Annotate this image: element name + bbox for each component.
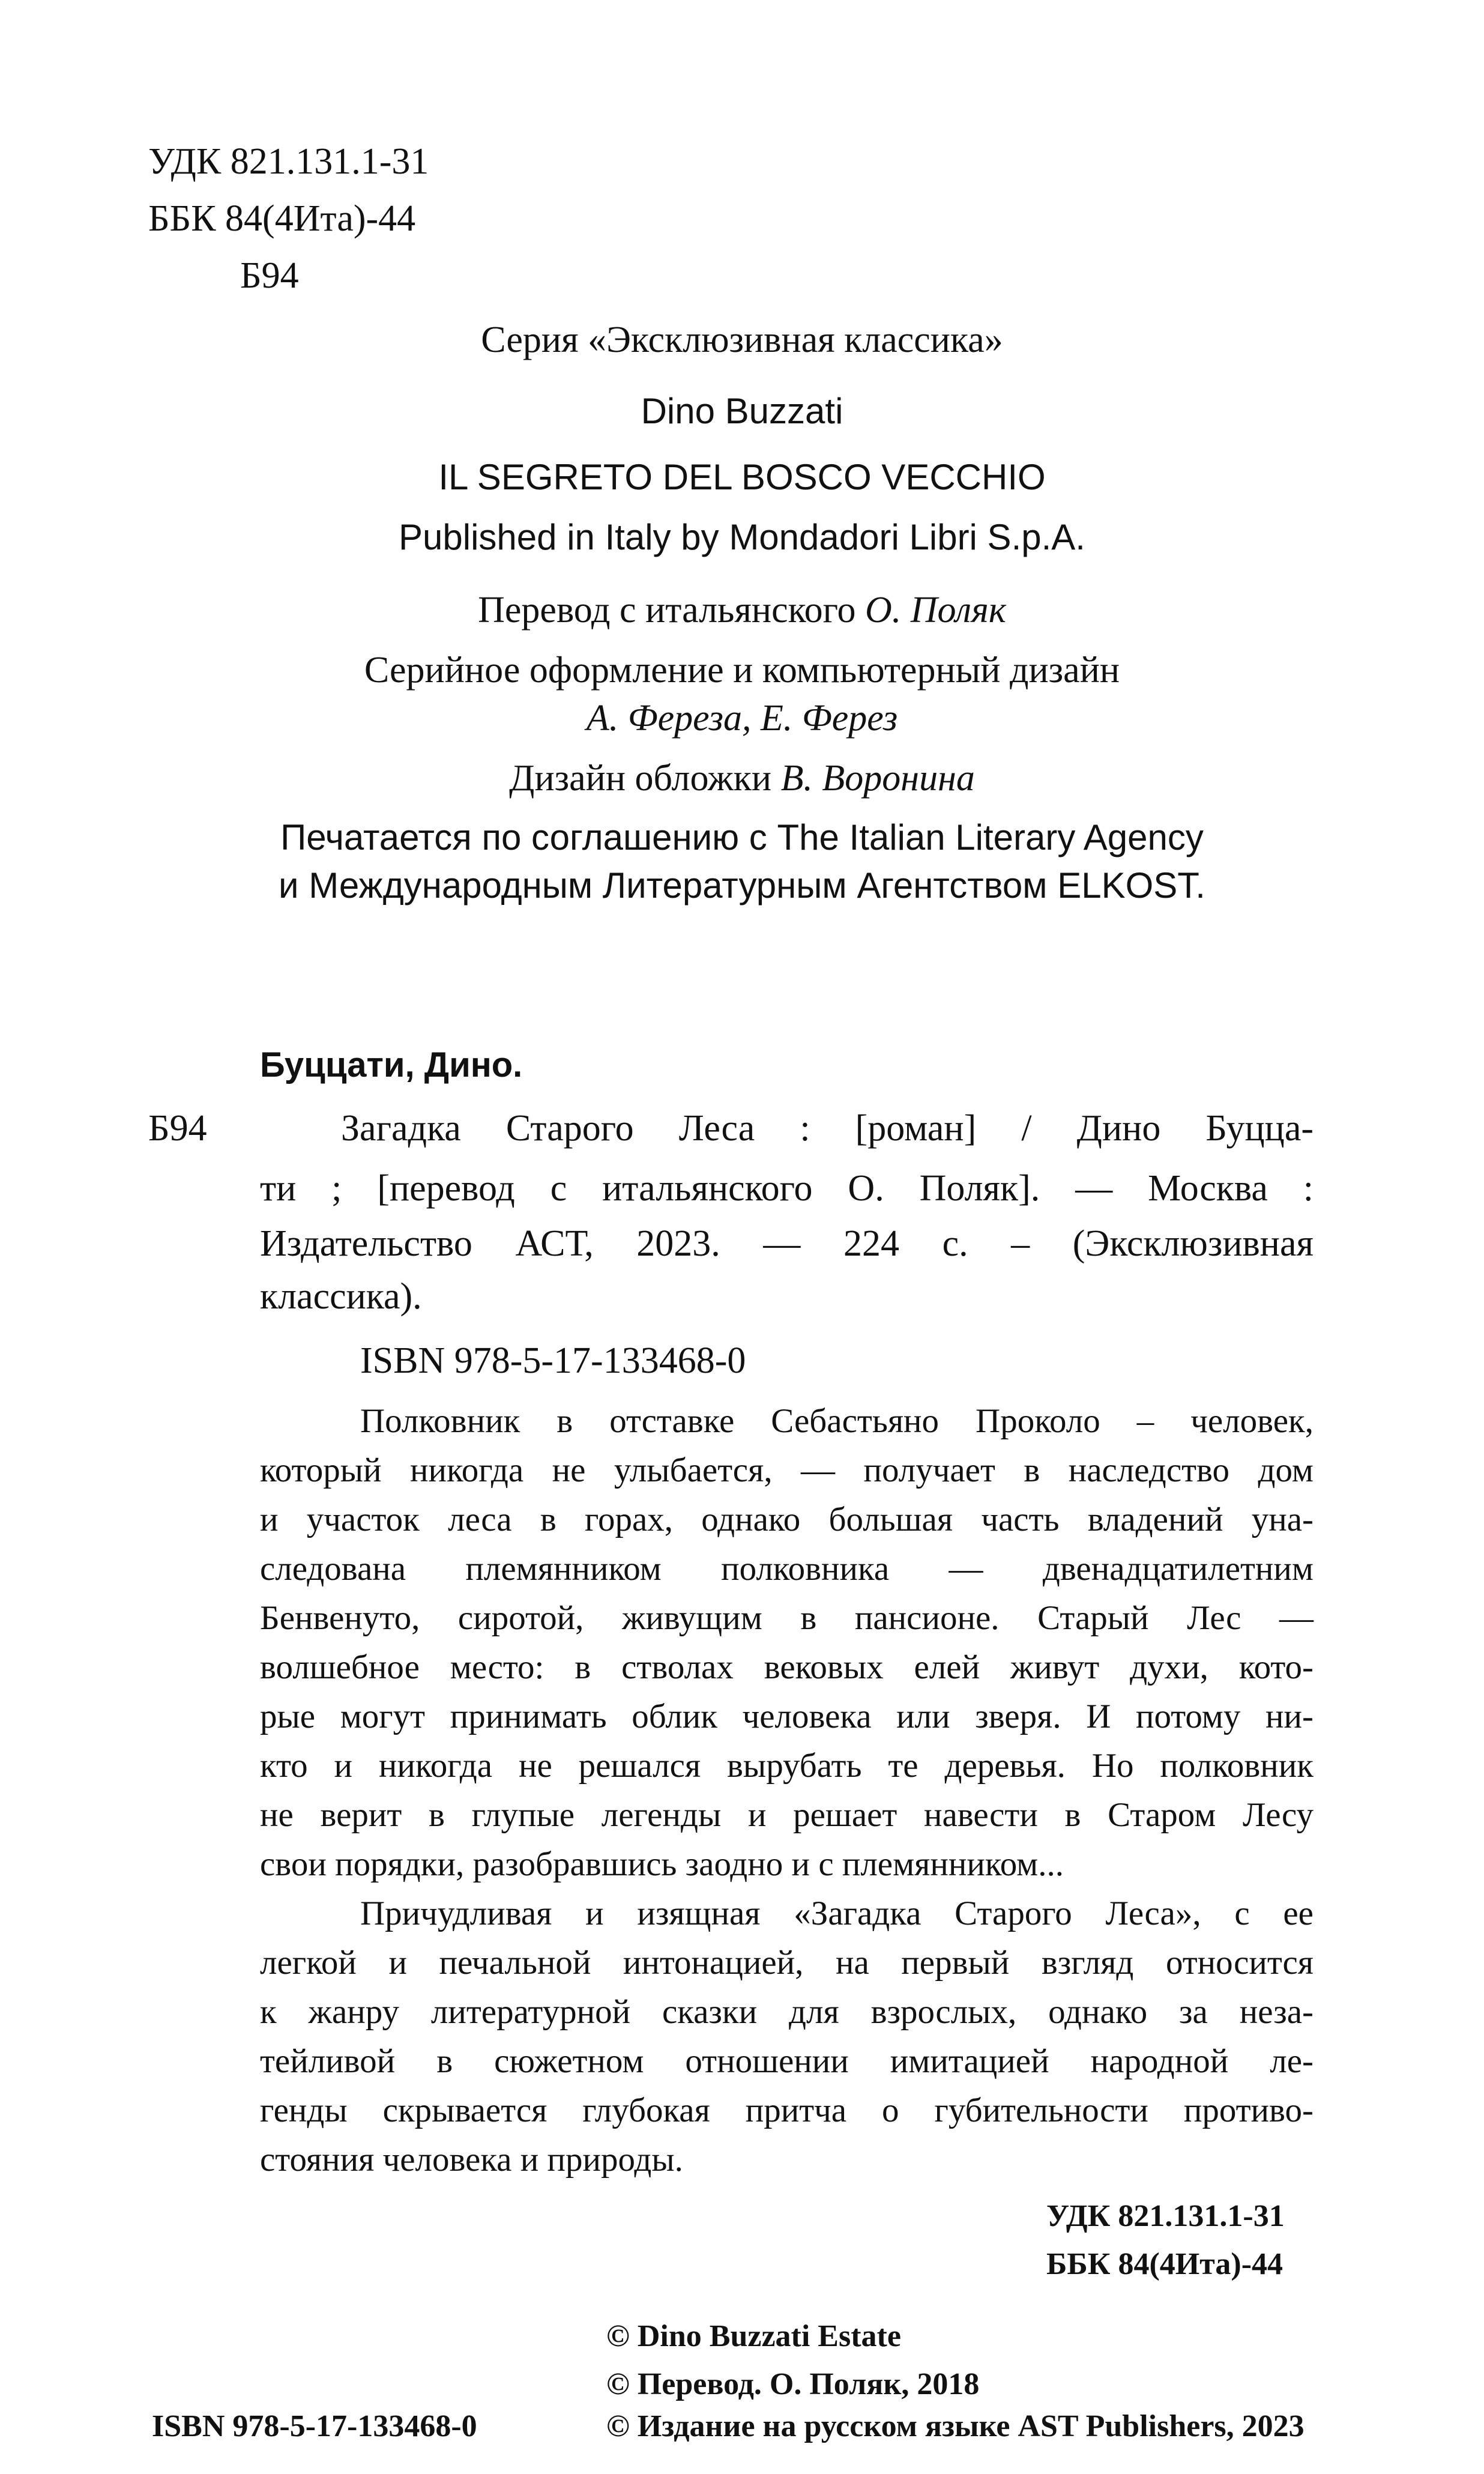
annotation-line: стояния человека и природы. xyxy=(260,2141,683,2179)
original-author: Dino Buzzati xyxy=(641,391,843,431)
annotation-line: Полковник в отставке Себастьяно Проколо – человек, xyxy=(360,1402,1314,1440)
translator-name: О. Поляк xyxy=(864,590,1006,631)
annotation-line: и участок леса в горах, однако большая часть владений уна- xyxy=(260,1501,1314,1538)
cover-design-credit xyxy=(0,760,1484,797)
copyright-estate: © Dino Buzzati Estate xyxy=(606,2319,901,2353)
annotation-line: волшебное место: в стволах вековых елей живут духи, кото- xyxy=(260,1648,1314,1686)
original-title: IL SEGRETO DEL BOSCO VECCHIO xyxy=(438,457,1046,497)
cover-designer-name: В. Воронина xyxy=(780,758,975,799)
annotation-line: следована племянником полковника — двенадцатилетним xyxy=(260,1550,1314,1588)
translation-credit xyxy=(0,591,1484,629)
agreement-line-2: и Международным Литературным Агентством ELKOST. xyxy=(279,865,1205,906)
catalog-entry-line-3: Издательство АСТ, 2023. — 224 с. – (Эксклюзивная xyxy=(260,1223,1314,1264)
annotation-line: генды скрывается глубокая притча о губительности противо- xyxy=(260,2091,1314,2129)
catalog-entry-line-4: классика). xyxy=(260,1276,422,1317)
agreement-line-1: Печатается по соглашению с The Italian Literary Agency xyxy=(280,817,1204,857)
series-design-label: Серийное оформление и компьютерный дизайн xyxy=(364,650,1120,691)
annotation-line: свои порядки, разобравшись заодно и с племянником... xyxy=(260,1845,1064,1883)
footer-udk: УДК 821.131.1-31 xyxy=(1046,2199,1285,2233)
copyright-translation: © Перевод. О. Поляк, 2018 xyxy=(606,2367,980,2401)
catalog-author-heading: Буццати, Дино. xyxy=(260,1045,523,1084)
annotation-line: Причудливая и изящная «Загадка Старого Леса», с ее xyxy=(360,1895,1314,1932)
annotation-line: тейливой в сюжетном отношении имитацией народной ле- xyxy=(260,2042,1314,2080)
annotation-line: кто и никогда не решался вырубать те деревья. Но полковник xyxy=(260,1747,1314,1785)
original-publisher: Published in Italy by Mondadori Libri S.p.A. xyxy=(399,517,1085,557)
annotation-line: Бенвенуто, сиротой, живущим в пансионе. Старый Лес — xyxy=(260,1599,1314,1637)
header-code: Б94 xyxy=(240,255,299,296)
catalog-entry-line-1: Загадка Старого Леса : [роман] / Дино Буцца- xyxy=(341,1108,1314,1149)
series-line: Серия «Эксклюзивная классика» xyxy=(481,319,1003,360)
footer-bbk: ББК 84(4Ита)-44 xyxy=(1046,2247,1283,2281)
copyright-edition: © Издание на русском языке AST Publishers, 2023 xyxy=(606,2409,1305,2443)
header-udk: УДК 821.131.1-31 xyxy=(148,141,429,182)
annotation-line: который никогда не улыбается, — получает в наследство дом xyxy=(260,1451,1314,1489)
header-bbk: ББК 84(4Ита)-44 xyxy=(148,198,416,239)
series-designers: А. Фереза, Е. Ферез xyxy=(586,698,898,739)
annotation-line: к жанру литературной сказки для взрослых, однако за неза- xyxy=(260,1993,1314,2031)
cover-design-label: Дизайн обложки xyxy=(509,758,772,799)
annotation-line: не верит в глупые легенды и решает навести в Старом Лесу xyxy=(260,1796,1314,1834)
annotation-line: рые могут принимать облик человека или зверя. И потому ни- xyxy=(260,1698,1314,1735)
annotation-line: легкой и печальной интонацией, на первый взгляд относится xyxy=(260,1944,1314,1982)
catalog-entry-line-2: ти ; [перевод с итальянского О. Поляк]. — Москва : xyxy=(260,1168,1314,1209)
footer-isbn: ISBN 978-5-17-133468-0 xyxy=(152,2409,477,2443)
catalog-code: Б94 xyxy=(148,1108,207,1149)
translation-label: Перевод с итальянского xyxy=(478,590,856,631)
catalog-isbn: ISBN 978-5-17-133468-0 xyxy=(360,1340,746,1381)
